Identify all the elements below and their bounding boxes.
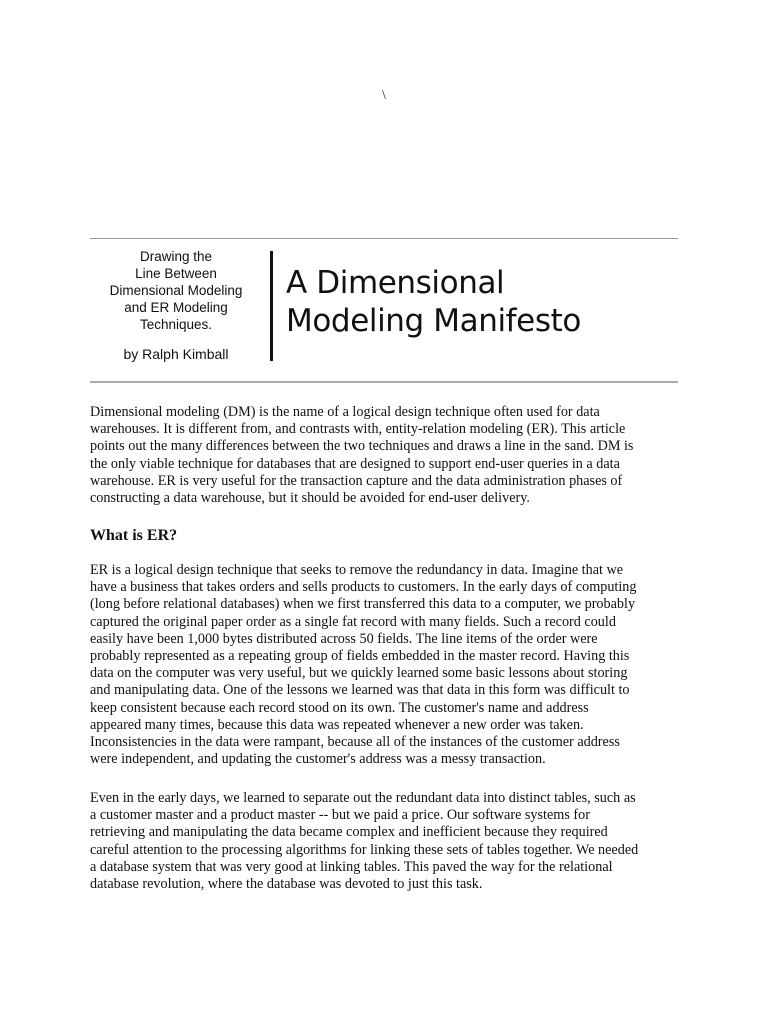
paragraph-line: (long before relational databases) when we first transferred this data to a computer, we probably xyxy=(90,596,636,613)
paragraph-line: retrieving and manipulating the data became complex and inefficient because they required xyxy=(90,824,608,841)
paragraph-line: Dimensional modeling (DM) is the name of a logical design technique often used for data xyxy=(90,404,600,420)
paragraph-line: warehouses. It is different from, and contrasts with, entity-relation modeling (ER). This article xyxy=(90,421,626,438)
paragraph-line: data on the computer was very useful, but we quickly learned some basic lessons about storing xyxy=(90,665,628,682)
paragraph-line: and manipulating data. One of the lessons we learned was that data in this form was difficult to xyxy=(90,682,630,699)
paragraph-line: appeared many times, because this data was repeated whenever a new order was taken. xyxy=(90,716,584,733)
paragraph-line: a database system that was very good at linking tables. This paved the way for the relational xyxy=(90,858,613,875)
tagline-line: Drawing the xyxy=(139,249,213,264)
paragraph-line: have a business that takes orders and sells products to customers. In the early days of computing xyxy=(90,579,637,596)
paragraph-line: Even in the early days, we learned to separate out the redundant data into distinct tables, such as xyxy=(90,790,636,806)
header-divider-bar xyxy=(270,251,273,361)
tagline-line: Line Between xyxy=(135,266,217,281)
title-line: Modeling Manifesto xyxy=(286,303,581,339)
article-title xyxy=(286,264,581,340)
section-heading: What is ER? xyxy=(90,527,178,544)
paragraph-line: keep consistent because each record stood on its own. The customer's name and address xyxy=(90,699,589,716)
er-paragraph-1 xyxy=(90,562,680,768)
paragraph-line: probably represented as a repeating group of fields embedded in the master record. Having this xyxy=(90,648,630,665)
intro-paragraph xyxy=(90,404,680,507)
paragraph-line: database revolution, where the database was devoted to just this task. xyxy=(90,876,483,893)
paragraph-line: Inconsistencies in the data were rampant, because all of the instances of the customer address xyxy=(90,734,620,751)
paragraph-line: captured the original paper order as a single fat record with many fields. Such a record could xyxy=(90,613,616,630)
header-top-rule xyxy=(90,238,678,239)
paragraph-line: a customer master and a product master -- but we paid a price. Our software systems for xyxy=(90,807,590,824)
paragraph-line: warehouse. ER is very useful for the transaction capture and the data administration phases of xyxy=(90,472,623,489)
paragraph-line: the only viable technique for databases that are designed to support end-user queries in a data xyxy=(90,455,620,472)
er-paragraph-2 xyxy=(90,790,680,893)
title-line: A Dimensional xyxy=(286,265,505,301)
tagline-line: and ER Modeling xyxy=(124,300,228,315)
header-tagline xyxy=(90,248,262,363)
header-bottom-rule xyxy=(90,381,678,383)
page-marker: \ xyxy=(382,88,386,103)
paragraph-line: easily have been 1,000 bytes distributed across 50 fields. The line items of the order were xyxy=(90,630,598,647)
paragraph-line: were independent, and updating the customer's address was a messy transaction. xyxy=(90,751,546,768)
paragraph-line: points out the many differences between the two techniques and draws a line in the sand. DM is xyxy=(90,438,634,455)
paragraph-line: constructing a data warehouse, but it should be avoided for end-user delivery. xyxy=(90,490,530,507)
tagline-line: Dimensional Modeling xyxy=(109,283,243,298)
paragraph-line: careful attention to the processing algorithms for linking these sets of tables together. We needed xyxy=(90,841,639,858)
byline: by Ralph Kimball xyxy=(123,346,229,362)
paragraph-line: ER is a logical design technique that seeks to remove the redundancy in data. Imagine that we xyxy=(90,562,624,578)
tagline-line: Techniques. xyxy=(139,317,213,332)
